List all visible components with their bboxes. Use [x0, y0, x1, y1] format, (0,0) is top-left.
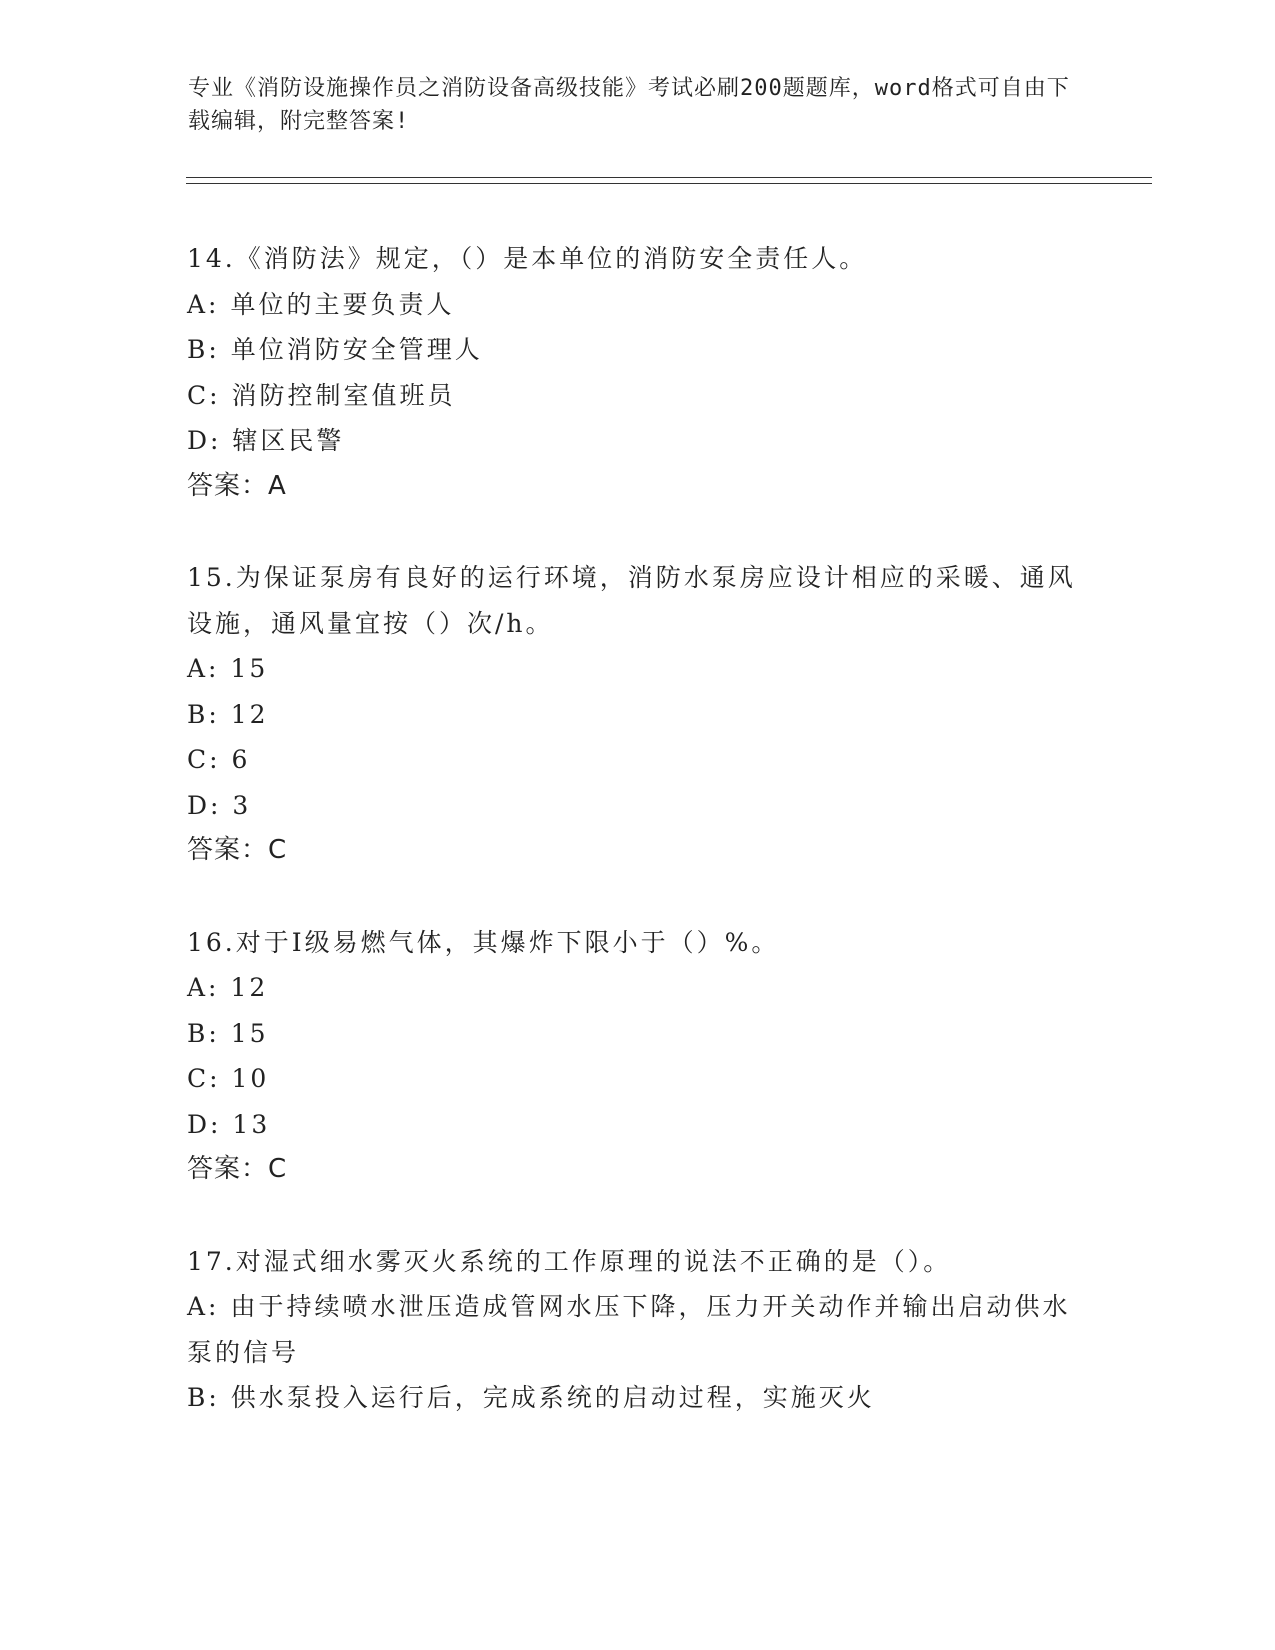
option-a	[187, 1284, 1087, 1375]
option-b	[187, 1011, 1087, 1057]
question-17	[187, 1239, 1087, 1421]
option-text: 15	[230, 654, 269, 683]
question-list	[187, 236, 1087, 1467]
document-header: 专业《消防设施操作员之消防设备高级技能》考试必刷200题题库，word格式可自由下载编辑，附完整答案!	[188, 76, 1070, 134]
option-key: B:	[187, 1018, 220, 1048]
option-text: 由于持续喷水泄压造成管网水压下降，压力开关动作并输出启动供水泵的信号	[187, 1292, 1071, 1367]
option-d	[187, 418, 1087, 464]
option-key: B:	[187, 335, 220, 364]
option-c	[187, 373, 1087, 419]
header-divider-top	[186, 177, 1152, 178]
option-d	[187, 783, 1087, 829]
answer-label: 答案：C	[187, 1154, 288, 1184]
option-key: D:	[187, 1109, 222, 1139]
question-16	[187, 920, 1087, 1193]
question-14	[187, 236, 1087, 509]
option-key: C:	[187, 1064, 221, 1093]
option-a	[187, 965, 1087, 1011]
option-text: 消防控制室值班员	[231, 380, 456, 410]
option-b	[187, 327, 1087, 373]
option-key: C:	[187, 745, 221, 774]
question-stem: 17.对湿式细水雾灭火系统的工作原理的说法不正确的是（）。	[187, 1246, 952, 1276]
option-a	[187, 282, 1087, 328]
option-c	[187, 737, 1087, 783]
option-text: 12	[230, 973, 269, 1002]
option-key: D:	[187, 790, 222, 820]
header-divider-bottom	[186, 183, 1152, 184]
option-text: 3	[232, 790, 252, 820]
option-b	[187, 1375, 1087, 1421]
answer-label: 答案：C	[187, 835, 288, 865]
option-key: B:	[187, 1383, 220, 1412]
question-stem: 15.为保证泵房有良好的运行环境，消防水泵房应设计相应的采暖、通风设施，通风量宜按（）次/h。	[187, 563, 1076, 638]
question-stem: 14.《消防法》规定，（）是本单位的消防安全责任人。	[187, 244, 868, 273]
option-text: 10	[231, 1064, 270, 1093]
option-text: 供水泵投入运行后，完成系统的启动过程，实施灭火	[230, 1383, 875, 1412]
option-key: A:	[187, 973, 220, 1002]
option-text: 辖区民警	[232, 426, 345, 455]
option-key: A:	[187, 654, 220, 683]
option-key: C:	[187, 380, 221, 410]
option-key: B:	[187, 699, 220, 729]
answer-label: 答案：A	[187, 470, 287, 501]
option-text: 单位的主要负责人	[230, 289, 455, 319]
option-key: D:	[187, 426, 222, 455]
question-15	[187, 555, 1087, 874]
option-a	[187, 646, 1087, 692]
question-stem: 16.对于Ⅰ级易燃气体，其爆炸下限小于（）%。	[187, 927, 780, 957]
option-key: A:	[187, 289, 220, 319]
option-text: 13	[232, 1109, 271, 1139]
option-text: 12	[230, 699, 269, 729]
option-key: A:	[187, 1292, 220, 1321]
option-text: 单位消防安全管理人	[230, 335, 483, 364]
option-b	[187, 692, 1087, 738]
option-text: 15	[230, 1018, 269, 1048]
option-text: 6	[231, 745, 251, 774]
option-d	[187, 1102, 1087, 1148]
option-c	[187, 1056, 1087, 1102]
